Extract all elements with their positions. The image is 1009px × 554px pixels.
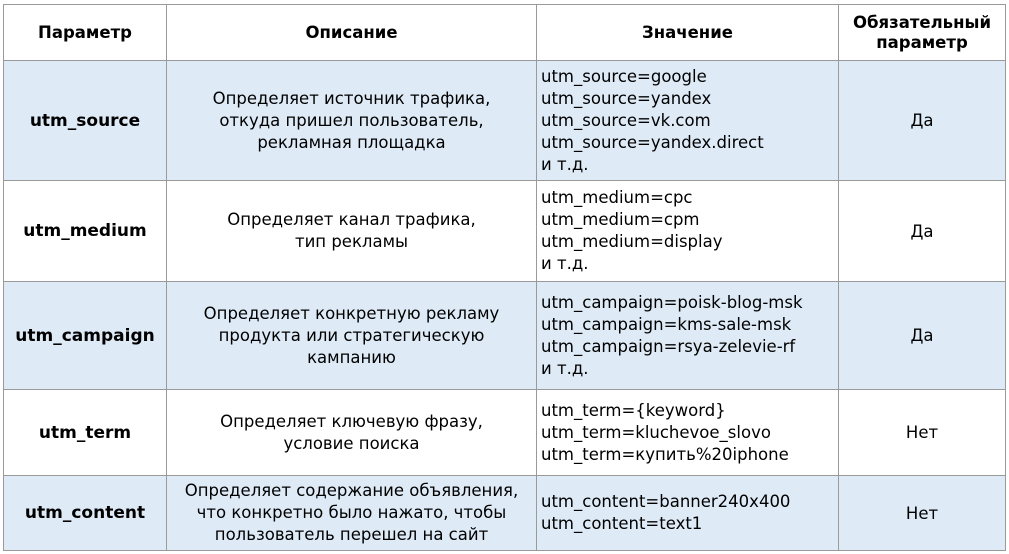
param-name: utm_content bbox=[4, 476, 167, 551]
value-line: и т.д. bbox=[541, 358, 589, 378]
description-line: откуда пришел пользователь, bbox=[219, 110, 484, 130]
table-row bbox=[4, 476, 1006, 551]
param-values bbox=[537, 390, 839, 476]
description-line: Определяет канал трафика, bbox=[227, 210, 476, 229]
param-required: Да bbox=[839, 282, 1006, 390]
description-line: Определяет источник трафика, bbox=[212, 88, 491, 108]
param-description bbox=[167, 181, 537, 282]
value-line: utm_source=vk.com bbox=[541, 110, 711, 130]
description-line: рекламная площадка bbox=[257, 132, 446, 152]
value-line: utm_content=banner240x400 bbox=[541, 492, 791, 511]
param-values bbox=[537, 282, 839, 390]
value-line: utm_term=купить%20iphone bbox=[541, 444, 789, 464]
table-row bbox=[4, 61, 1006, 181]
param-required: Да bbox=[839, 61, 1006, 181]
value-line: utm_medium=display bbox=[541, 232, 723, 251]
param-required: Да bbox=[839, 181, 1006, 282]
value-line: и т.д. bbox=[541, 254, 589, 273]
value-line: utm_source=yandex.direct bbox=[541, 132, 764, 152]
utm-parameters-table bbox=[3, 4, 1006, 551]
param-values bbox=[537, 61, 839, 181]
param-description bbox=[167, 476, 537, 551]
param-name: utm_term bbox=[4, 390, 167, 476]
param-name: utm_source bbox=[4, 61, 167, 181]
value-line: и т.д. bbox=[541, 154, 589, 174]
description-line: Определяет содержание объявления, bbox=[184, 481, 519, 500]
header-value: Значение bbox=[537, 5, 839, 61]
description-line: пользователь перешел на сайт bbox=[214, 525, 489, 544]
value-line: utm_campaign=poisk-blog-msk bbox=[541, 292, 803, 312]
param-values bbox=[537, 181, 839, 282]
value-line: utm_medium=cpc bbox=[541, 188, 693, 207]
param-required: Нет bbox=[839, 476, 1006, 551]
header-parameter: Параметр bbox=[4, 5, 167, 61]
value-line: utm_term=kluchevoe_slovo bbox=[541, 422, 771, 442]
description-line: Определяет ключевую фразу, bbox=[220, 411, 483, 431]
value-line: utm_campaign=rsya-zelevie-rf bbox=[541, 336, 796, 356]
table-row bbox=[4, 181, 1006, 282]
value-line: utm_source=yandex bbox=[541, 88, 712, 108]
header-required-label: Обязательный параметр bbox=[852, 12, 992, 52]
header-description: Описание bbox=[167, 5, 537, 61]
param-name: utm_campaign bbox=[4, 282, 167, 390]
value-line: utm_content=text1 bbox=[541, 514, 703, 533]
table-row bbox=[4, 282, 1006, 390]
description-line: тип рекламы bbox=[294, 232, 409, 251]
param-description bbox=[167, 61, 537, 181]
value-line: utm_source=google bbox=[541, 66, 707, 86]
value-line: utm_medium=cpm bbox=[541, 210, 700, 229]
param-required: Нет bbox=[839, 390, 1006, 476]
param-values bbox=[537, 476, 839, 551]
header-row bbox=[4, 5, 1006, 61]
description-line: кампанию bbox=[307, 347, 396, 367]
header-required bbox=[839, 5, 1006, 61]
value-line: utm_term={keyword} bbox=[541, 400, 726, 420]
param-description bbox=[167, 282, 537, 390]
description-line: что конкретно было нажато, чтобы bbox=[196, 503, 507, 522]
description-line: Определяет конкретную рекламу bbox=[203, 303, 500, 323]
description-line: продукта или стратегическую bbox=[218, 325, 485, 345]
value-line: utm_campaign=kms-sale-msk bbox=[541, 314, 792, 334]
description-line: условие поиска bbox=[283, 433, 420, 453]
param-description bbox=[167, 390, 537, 476]
table-row bbox=[4, 390, 1006, 476]
param-name: utm_medium bbox=[4, 181, 167, 282]
